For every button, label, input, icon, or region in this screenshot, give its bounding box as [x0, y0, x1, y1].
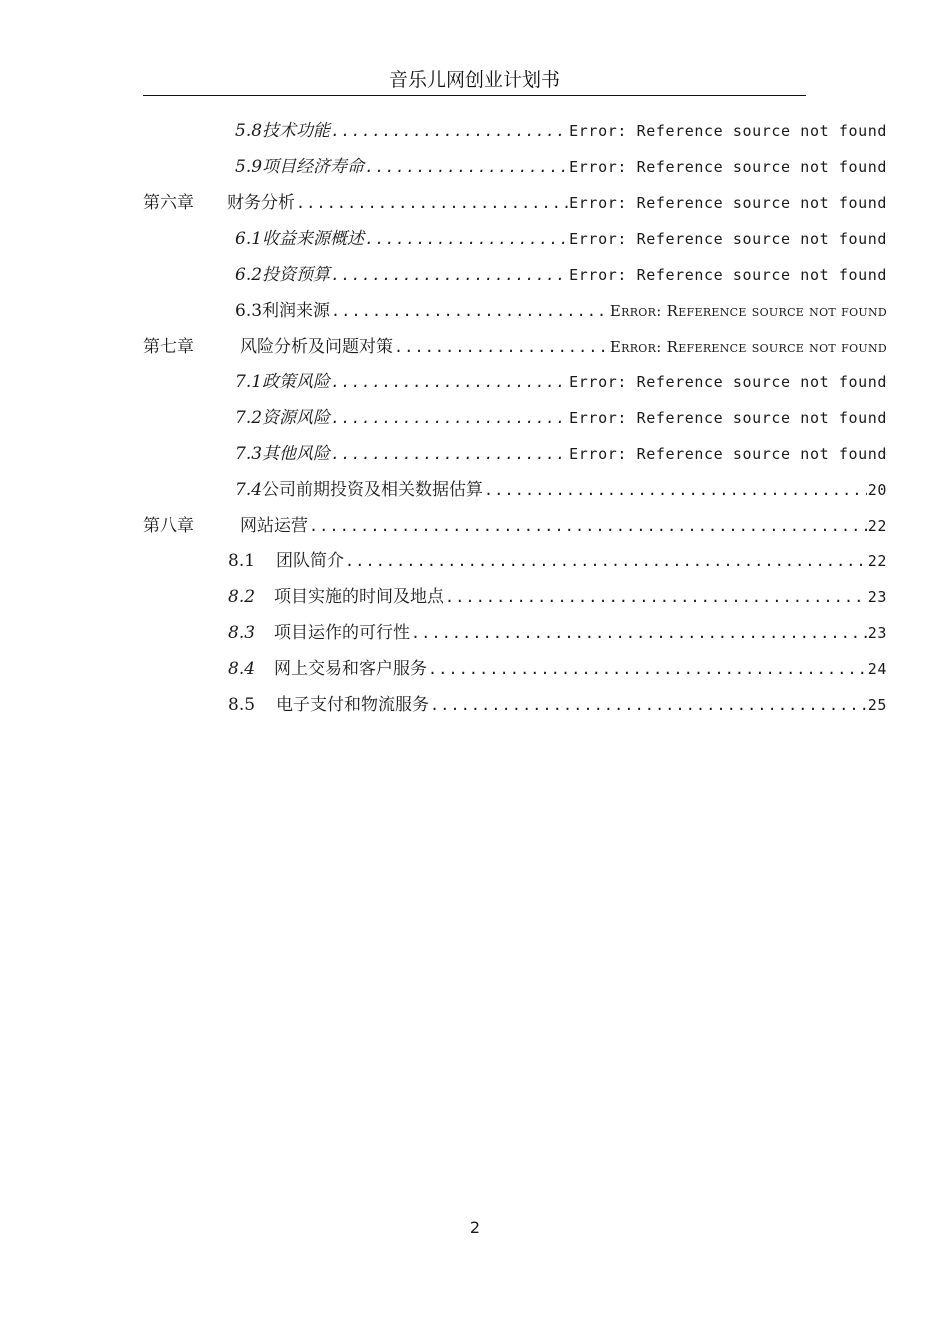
toc-leader-dots: [365, 155, 568, 179]
toc-entry-page: 23: [867, 588, 887, 606]
toc-entry-number: 8.2: [228, 587, 256, 607]
toc-entry-page: Error: Reference source not found: [569, 445, 887, 463]
toc-leader-dots: [411, 621, 867, 645]
toc-entry-title: 项目实施的时间及地点: [274, 587, 444, 607]
toc-entry-title: 资源风险: [262, 408, 331, 428]
toc-leader-dots: [331, 299, 609, 323]
document-header-title: 音乐儿网创业计划书: [388, 69, 560, 91]
toc-entry-6-2[interactable]: [235, 257, 887, 287]
toc-entry-page: Error: Reference source not found: [609, 338, 887, 356]
toc-entry-title: 利润来源: [262, 301, 331, 321]
toc-entry-7-3[interactable]: [235, 436, 887, 466]
toc-entry-title: 网上交易和客户服务: [274, 659, 427, 679]
toc-entry-7-4[interactable]: [235, 472, 887, 502]
toc-entry-number: 5.9: [235, 157, 263, 177]
toc-leader-dots: [428, 657, 867, 681]
toc-chapter-label: 第八章: [143, 516, 194, 536]
toc-entry-number: 6.3: [235, 301, 263, 321]
toc-leader-dots: [365, 227, 568, 251]
toc-entry-7-1[interactable]: [235, 364, 887, 394]
toc-entry-number: 6.2: [235, 265, 263, 285]
toc-leader-dots: [345, 549, 867, 573]
toc-leader-dots: [445, 585, 867, 609]
page-number: 2: [469, 1218, 481, 1237]
toc-leader-dots: [331, 406, 568, 430]
toc-entry-title: 项目经济寿命: [262, 157, 365, 177]
toc-entry-title: 投资预算: [262, 265, 331, 285]
toc-leader-dots: [331, 442, 568, 466]
toc-entry-title: 项目运作的可行性: [274, 623, 410, 643]
toc-entry-title: 收益来源概述: [262, 229, 365, 249]
toc-entry-page: Error: Reference source not found: [569, 122, 887, 140]
toc-chapter-8[interactable]: [143, 508, 887, 538]
toc-entry-page: 24: [867, 660, 887, 678]
toc-entry-6-1[interactable]: [235, 221, 887, 251]
toc-entry-title: 网站运营: [240, 516, 308, 536]
toc-entry-number: 7.1: [235, 372, 263, 392]
toc-entry-number: 8.5: [228, 695, 256, 715]
toc-entry-number: 7.4: [235, 480, 263, 500]
toc-leader-dots: [484, 478, 867, 502]
toc-entry-page: Error: Reference source not found: [569, 409, 887, 427]
toc-entry-page: 22: [867, 552, 887, 570]
toc-entry-8-2[interactable]: [228, 579, 887, 609]
toc-entry-8-1[interactable]: [228, 543, 887, 573]
toc-leader-dots: [296, 191, 568, 215]
toc-entry-title: 电子支付和物流服务: [276, 695, 429, 715]
toc-entry-page: Error: Reference source not found: [569, 373, 887, 391]
toc-entry-page: 20: [867, 481, 887, 499]
toc-entry-6-3[interactable]: [235, 293, 887, 323]
toc-entry-title: 财务分析: [227, 193, 295, 213]
toc-entry-5-9[interactable]: [235, 149, 887, 179]
toc-leader-dots: [430, 693, 867, 717]
toc-entry-page: 22: [867, 517, 887, 535]
toc-leader-dots: [394, 335, 609, 359]
toc-leader-dots: [309, 514, 867, 538]
toc-entry-page: Error: Reference source not found: [609, 302, 887, 320]
toc-entry-title: 其他风险: [262, 444, 331, 464]
toc-leader-dots: [331, 370, 568, 394]
toc-entry-title: 公司前期投资及相关数据估算: [262, 480, 484, 500]
toc-entry-title: 团队简介: [276, 551, 344, 571]
toc-chapter-6[interactable]: [143, 185, 887, 215]
toc-entry-5-8[interactable]: [235, 113, 887, 143]
toc-entry-page: Error: Reference source not found: [569, 230, 887, 248]
toc-entry-page: Error: Reference source not found: [569, 158, 887, 176]
toc-entry-title: 风险分析及问题对策: [240, 337, 393, 357]
toc-entry-8-4[interactable]: [228, 651, 887, 681]
toc-entry-number: 8.3: [228, 623, 256, 643]
toc-entry-number: 5.8: [235, 121, 263, 141]
toc-entry-page: 25: [867, 696, 887, 714]
toc-entry-page: Error: Reference source not found: [569, 266, 887, 284]
toc-entry-8-3[interactable]: [228, 615, 887, 645]
toc-leader-dots: [331, 119, 568, 143]
toc-entry-number: 8.4: [228, 659, 256, 679]
toc-entry-8-5[interactable]: [228, 687, 887, 717]
toc-leader-dots: [331, 263, 568, 287]
toc-entry-page: 23: [867, 624, 887, 642]
toc-chapter-label: 第七章: [143, 337, 194, 357]
toc-entry-7-2[interactable]: [235, 400, 887, 430]
toc-entry-number: 8.1: [228, 551, 256, 571]
toc-entry-title: 政策风险: [262, 372, 331, 392]
toc-entry-number: 6.1: [235, 229, 263, 249]
toc-chapter-label: 第六章: [143, 193, 194, 213]
toc-entry-page: Error: Reference source not found: [569, 194, 887, 212]
toc-entry-title: 技术功能: [262, 121, 331, 141]
toc-chapter-7[interactable]: [143, 329, 887, 359]
toc-entry-number: 7.2: [235, 408, 263, 428]
toc-entry-number: 7.3: [235, 444, 263, 464]
header-divider: [143, 95, 806, 96]
